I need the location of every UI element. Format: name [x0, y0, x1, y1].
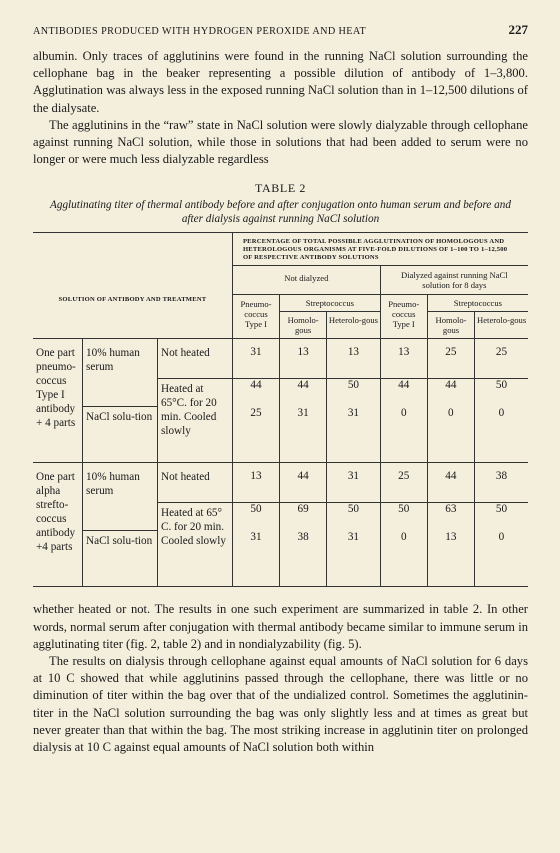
page-number: 227: [508, 22, 528, 37]
cell: 13: [327, 339, 381, 379]
cell: 0: [380, 531, 427, 587]
header-pneumo-2: Pneumo-coccus Type I: [380, 295, 427, 339]
group1-medium-3: NaCl solu-tion: [83, 407, 158, 463]
paragraph-3: whether heated or not. The results in one such experiment are summarized in table 2. In other words, normal serum after conjugation with thermal antibody became similar to immune serum in agglutinating titer (fig. 2, table 2) and in nondialyzability (fig. 5).: [33, 602, 528, 651]
paragraph-2: The agglutinins in the “raw” state in NaCl solution were slowly dialyzable through cellophane against running NaCl solution, while those in solutions that had been added to serum were no longer or were much less dialyzable regardless: [33, 117, 528, 167]
paragraph-4: The results on dialysis through cellophane against equal amounts of NaCl solution for 6 days at 10 C showed that while agglutinins passed through the cellophane, there was little or no diminution of titer within the bag over that of the undialized control. Sometimes the agglutinin-titer in the NaCl solution surrounding the bag was only slightly less and at times as great but never greater than that within the bag. The most striking increase in agglutinin titer on prolonged dialysis at 10 C against equal amounts of NaCl solution both within: [33, 654, 528, 755]
group2-treatment-1: Not heated: [157, 463, 232, 503]
cell: 38: [280, 531, 327, 587]
cell: 50: [474, 503, 528, 531]
cell: 63: [427, 503, 474, 531]
group1-medium-1: 10% human serum: [83, 339, 158, 379]
group2-medium-3: NaCl solu-tion: [83, 531, 158, 587]
header-homolo-2: Homolo-gous: [428, 312, 475, 338]
table-row: [33, 531, 528, 587]
header-not-dialyzed: Not dialyzed: [232, 266, 380, 295]
header-strepto-1: Streptococcus: [280, 295, 380, 312]
header-pneumo-1: Pneumo-coccus Type I: [232, 295, 279, 339]
header-hetero-1: Heterolo-gous: [328, 315, 379, 326]
cell: 25: [474, 339, 528, 379]
page: [33, 22, 528, 756]
header-homolo-1: Homolo-gous: [280, 312, 327, 338]
header-strepto-2: Streptococcus: [428, 295, 528, 312]
table-row: [33, 463, 528, 503]
cell: 38: [474, 463, 528, 503]
cell: 31: [232, 531, 279, 587]
header-solution: SOLUTION OF ANTIBODY AND TREATMENT: [58, 295, 207, 303]
cell: 50: [474, 379, 528, 407]
cell: 44: [280, 379, 327, 407]
cell: 0: [498, 406, 505, 419]
group1-label: One part pneumo-coccus Type I antibody + 4 parts: [33, 339, 83, 463]
cell: 13: [280, 339, 327, 379]
group1-treatment-1: Not heated: [157, 339, 232, 379]
running-head: [33, 22, 528, 38]
cell: 31: [327, 531, 381, 587]
table-row: [33, 339, 528, 379]
cell: 0: [427, 407, 474, 463]
table-row: [33, 379, 528, 407]
cell: 13: [232, 463, 279, 503]
group1-treatment-2: Heated at 65°C. for 20 min. Cooled slowly: [157, 379, 232, 463]
cell: 44: [280, 463, 327, 503]
cell: 25: [232, 407, 279, 463]
cell: 25: [380, 463, 427, 503]
header-hetero-2: Heterolo-gous: [477, 315, 527, 326]
group2-treatment-2: Heated at 65° C. for 20 min. Cooled slowly: [157, 503, 232, 587]
cell: 69: [280, 503, 327, 531]
cell: 31: [327, 407, 381, 463]
running-title: ANTIBODIES PRODUCED WITH HYDROGEN PEROXIDE AND HEAT: [33, 26, 367, 37]
cell: 44: [427, 463, 474, 503]
table-title: TABLE 2: [255, 181, 306, 196]
cell: 44: [427, 379, 474, 407]
cell: 13: [380, 339, 427, 379]
cell: 50: [327, 379, 381, 407]
group1-medium-2: [83, 379, 158, 407]
group2-medium-1: 10% human serum: [83, 463, 158, 503]
header-dialyzed: Dialyzed against running NaCl solution for 8 days: [380, 266, 528, 295]
data-table: [33, 232, 528, 587]
group2-label: One part alpha strefto-coccus antibody +4 parts: [33, 463, 83, 587]
table-row: [33, 503, 528, 531]
cell: 44: [232, 379, 279, 407]
cell: 44: [380, 379, 427, 407]
cell: 25: [427, 339, 474, 379]
group2-medium-2: [83, 503, 158, 531]
cell: 50: [380, 503, 427, 531]
header-percentage: PERCENTAGE OF TOTAL POSSIBLE AGGLUTINATION OF HOMOLOGOUS AND HETEROLOGOUS ORGANISMS AT FIVE-FOLD DILUTIONS OF 1–100 TO 1–12,500 OF RESPECTIVE ANTIBODY SOLUTIONS: [242, 238, 508, 262]
cell: 0: [380, 407, 427, 463]
cell: 0: [474, 531, 528, 587]
cell: 31: [280, 407, 327, 463]
cell: 31: [232, 339, 279, 379]
cell: 13: [427, 531, 474, 587]
table-caption: Agglutinating titer of thermal antibody before and after conjugation onto human serum and before and after dialysis against running NaCl solution: [50, 199, 511, 226]
paragraph-1: albumin. Only traces of agglutinins were found in the running NaCl solution surrounding the cellophane bag in the beaker representing a possible dilution of antibody of 1–3,800. Agglutination was always less in the exposed running NaCl solution than in 1–12,500 dilutions of the dialysate.: [33, 49, 528, 115]
cell: 31: [327, 463, 381, 503]
table-row: [33, 407, 528, 463]
cell: 50: [232, 503, 279, 531]
cell: 50: [327, 503, 381, 531]
